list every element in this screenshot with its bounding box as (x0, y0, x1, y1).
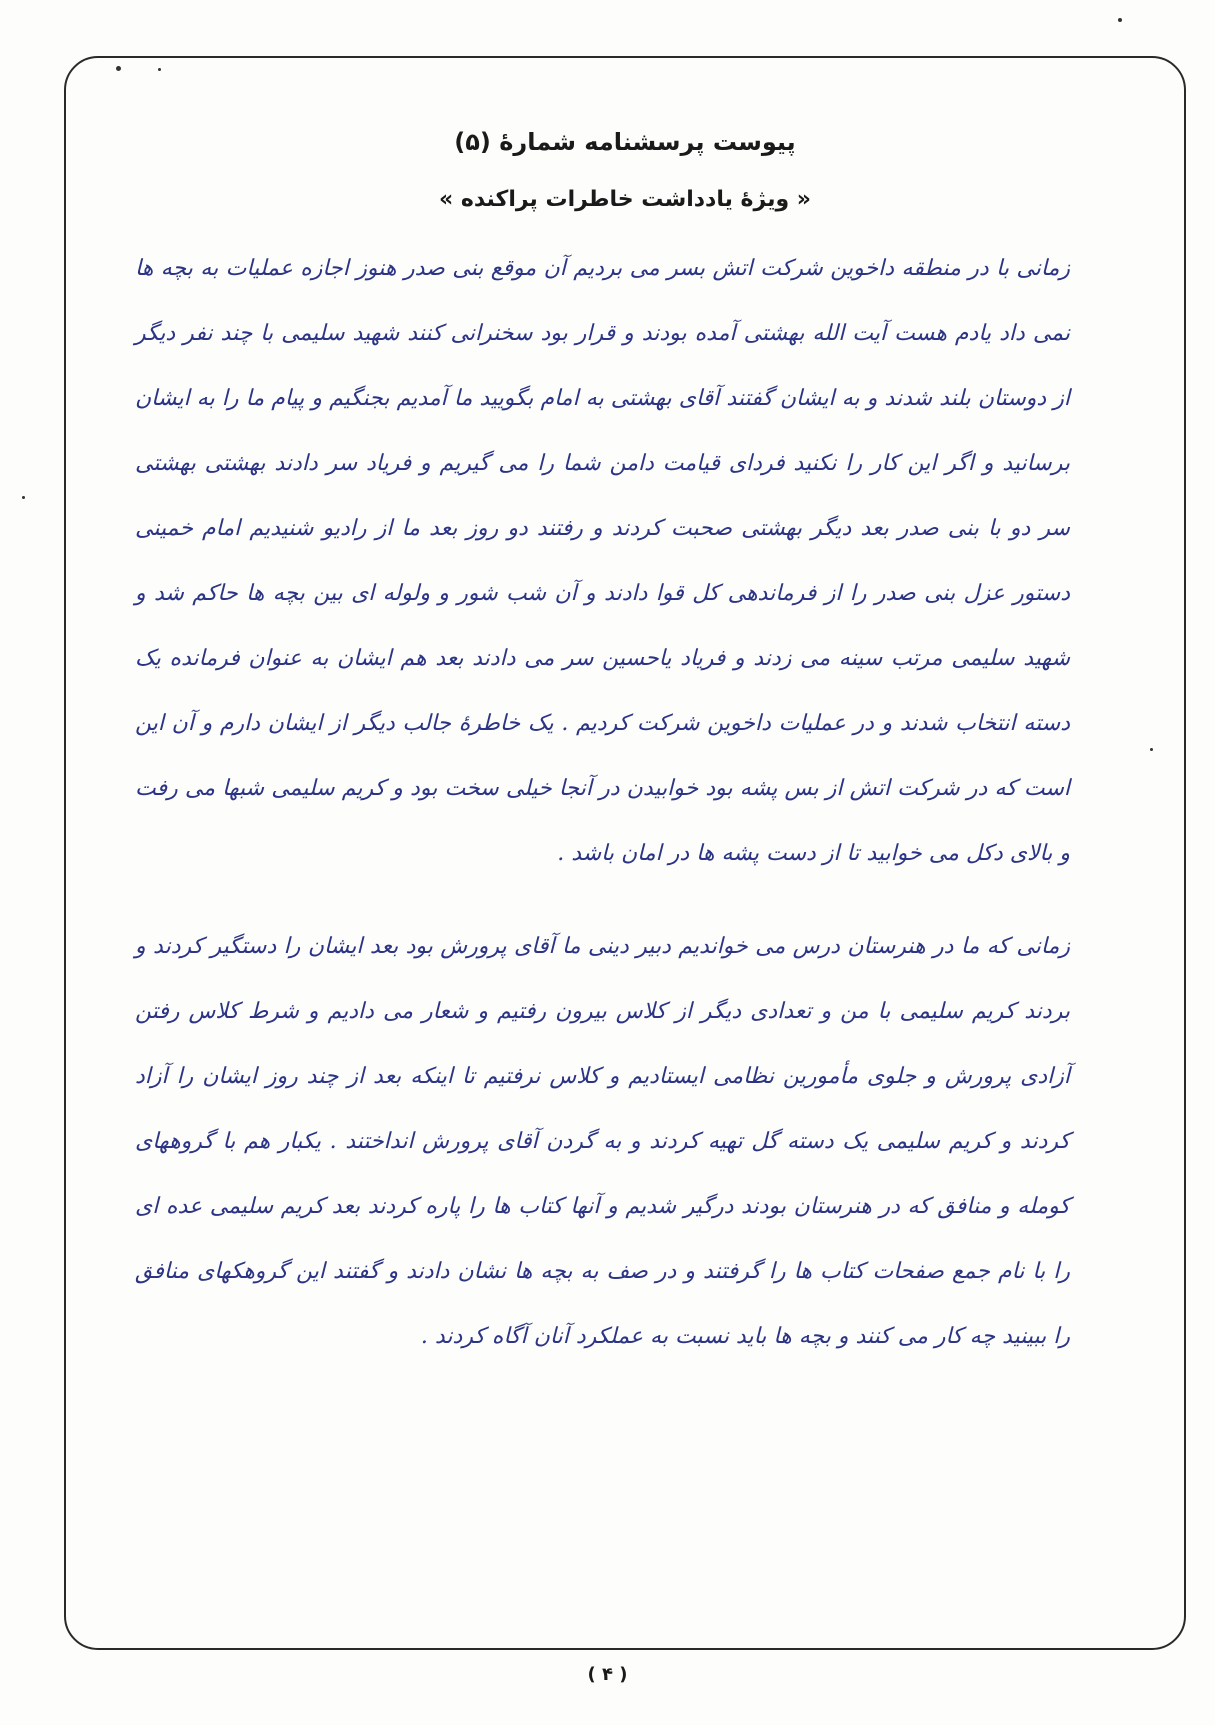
scan-speck (158, 68, 161, 71)
scan-speck (22, 496, 25, 499)
page-title: پیوست پرسشنامه شمارهٔ (۵) (454, 128, 796, 156)
scan-speck (116, 66, 121, 71)
memoir-paragraph: زمانی با در منطقه داخوین شرکت اتش بسر می بردیم آن موقع بنی صدر هنوز اجازه عملیات به بچه ها نمی داد یادم هست آیت الله بهشتی آمده بودند و قرار بود سخنرانی کنند شهید سلیمی با چند نفر دیگر از دوستان بلند شدند و به ایشان گفتند آقای بهشتی به امام بگویید ما آمدیم بجنگیم و پیام ما را به ایشان برسانید و اگر این کار را نکنید فردای قیامت دامن شما را می گیریم و فریاد سر دادند بهشتی بهشتی سر دو با بنی صدر بعد دیگر بهشتی صحبت کردند و رفتند دو روز بعد ما از رادیو شنیدیم امام خمینی دستور عزل بنی صدر را از فرماندهی کل قوا دادند و آن شب شور و ولوله ای بین بچه ها حاکم شد و شهید سلیمی مرتب سینه می زدند و فریاد یاحسین سر می دادند بعد هم ایشان به عنوان فرمانده یک دسته انتخاب شدند و در عملیات داخوین شرکت کردیم . یک خاطرهٔ جالب دیگر از ایشان دارم و آن این است که در شرکت اتش از بس پشه بود خوابیدن در آنجا خیلی سخت بود و کریم سلیمی شبها می رفت و بالای دکل می خوابید تا از دست پشه ها در امان باشد . (135, 256, 1070, 866)
handwritten-body (135, 236, 1070, 1369)
page-subtitle: « ویژهٔ یادداشت خاطرات پراکنده » (438, 187, 812, 212)
memoir-paragraph: زمانی که ما در هنرستان درس می خواندیم دبیر دینی ما آقای پرورش بود بعد ایشان را دستگیر کردند و بردند کریم سلیمی با من و تعدادی دیگر از کلاس بیرون رفتیم و شعار می دادیم و شرط کلاس رفتن آزادی پرورش و جلوی مأمورین نظامی ایستادیم و کلاس نرفتیم تا اینکه بعد از چند روز ایشان را آزاد کردند و کریم سلیمی یک دسته گل تهیه کردند و به گردن آقای پرورش انداختند . یکبار هم با گروههای کومله و منافق که در هنرستان بودند درگیر شدیم و آنها کتاب ها را پاره کردند بعد کریم سلیمی عده ای را با نام جمع صفحات کتاب ها را گرفتند و در صف به بچه ها نشان دادند و گفتند این گروهکهای منافق را ببینید چه کار می کنند و بچه ها باید نسبت به عملکرد آنان آگاه کردند . (135, 934, 1070, 1349)
page-number: ( ۴ ) (587, 1664, 628, 1685)
scan-speck (1118, 18, 1122, 22)
scan-speck (1150, 748, 1153, 751)
